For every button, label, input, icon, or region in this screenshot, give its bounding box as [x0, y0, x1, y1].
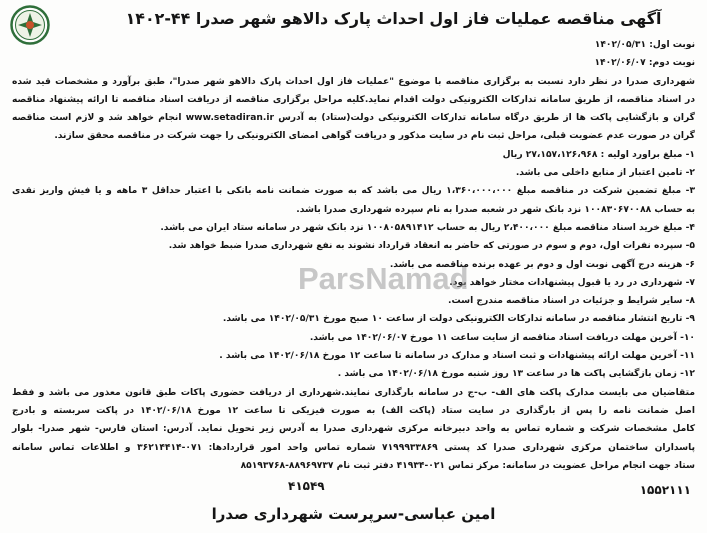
intro-line: شهرداری صدرا در نظر دارد نسبت به برگزاری مناقصه با موضوع "عملیات فاز اول احداث پارک دالاهو شهر صدرا"، طبق برآورد و مشخصات قید شده	[12, 76, 695, 87]
publication-date: ۱۴۰۲/۰۶/۰۷	[594, 58, 646, 69]
submission-notice-line: پاسداران ساختمان مرکزی شهرداری صدرا کد پستی ۷۱۹۹۹۳۳۸۶۹ شماره تماس واحد امور قراردادها: ۰۷۱-۳۶۲۱۴۴۱۴ و اطلاعات تماس سامانه	[12, 442, 696, 453]
watermark: ParsNamad	[298, 261, 469, 296]
title-area	[120, 5, 667, 33]
condition-item: ۶- هزینه درج آگهی نوبت اول و دوم بر عهده برنده مناقصه می باشد.	[389, 259, 695, 270]
signature: امین عباسی-سرپرست شهرداری صدرا	[211, 505, 496, 523]
condition-item: ۱۲- زمان بازگشایی پاکت ها در ساعت ۱۳ روز شنبه مورخ ۱۴۰۲/۰۶/۱۸ می باشد .	[337, 369, 695, 380]
publication-second-line	[12, 54, 695, 72]
reference-code: ۴۱۵۴۹	[288, 479, 325, 493]
condition-item-continued: به حساب ۱۰۰۸۳۰۶۷۰۰۸۸ نزد بانک شهر در شعبه صدرا به نام سپرده شهرداری صدرا باشد.	[296, 204, 695, 215]
publication-first-line	[12, 36, 695, 54]
notice-body	[12, 36, 695, 475]
publication-label: نوبت دوم:	[648, 58, 695, 69]
condition-item: ۵- سپرده نفرات اول، دوم و سوم در صورتی که حاضر به انعقاد قرارداد نشوند به نفع شهرداری صدرا ضبط خواهد شد.	[168, 241, 695, 252]
condition-item: ۴- مبلغ خرید اسناد مناقصه مبلغ ۲،۴۰۰،۰۰۰ ریال به حساب ۱۰۰۸۰۵۸۹۱۴۱۲ نزد بانک شهر در سامانه ستاد ایران می باشد.	[160, 222, 695, 233]
submission-notice-line: کامل مشخصات شرکت و شماره تماس به واحد دبیرخانه مرکزی شهرداری صدرا به آدرس زیر تحویل نماید. آدرس: استان فارس- شهر صدرا- بلوار	[12, 424, 695, 435]
condition-item: ۲- تامین اعتبار از منابع داخلی می باشد.	[515, 168, 695, 179]
intro-line: در اسناد مناقصه، از طریق سامانه تدارکات الکترونیکی دولت اقدام نماید.کلیه مراحل برگزاری مناقصه از دریافت اسناد مناقصه تا ارائه پیشنهاد مناقصه	[12, 94, 695, 105]
submission-notice-line: اصل ضمانت نامه را پس از بارگذاری در سایت ستاد (پاکت الف) به صورت فیزیکی تا ساعت ۱۲ مورخ ۱۴۰۲/۰۶/۱۸ در پاکت سربسته و بادرج	[12, 405, 696, 416]
ad-code: ۱۵۵۲۱۱۱	[639, 483, 691, 497]
condition-item: ۱۰- آخرین مهلت دریافت اسناد مناقصه از سایت ساعت ۱۱ مورخ ۱۴۰۲/۰۶/۰۷ می باشد.	[309, 332, 695, 343]
condition-item: ۸- سایر شرایط و جزئیات در اسناد مناقصه مندرج است.	[448, 296, 695, 307]
condition-item: ۱۱- آخرین مهلت ارائه پیشنهادات و ثبت اسناد و مدارک در سامانه تا ساعت ۱۲ مورخ ۱۴۰۲/۰۶/۱۸ می باشد .	[219, 351, 695, 362]
submission-notice-line: متقاضیان می بایست مدارک پاکت های الف- ب-ج در سامانه بارگذاری نمایند.شهرداری از دریافت حضوری پاکات طبق قانون معذور می باشد و فقط	[12, 387, 695, 398]
submission-notice-line: ستاد جهت انجام مراحل عضویت در سامانه: مرکز تماس ۰۲۱-۴۱۹۳۴ دفتر ثبت نام ۸۸۹۶۹۷۳۷-۸۵۱۹۳۷۶۸	[240, 460, 695, 471]
condition-item: ۳- مبلغ تضمین شرکت در مناقصه مبلغ ۱،۳۶۰،۰۰۰،۰۰۰ ریال می باشد که به صورت ضمانت نامه بانکی با اعتبار حداقل ۳ ماهه و یا فیش واریز نقدی	[12, 186, 696, 197]
intro-line: گران در صورت عدم عضویت قبلی، مراحل ثبت نام در سایت مذکور و دریافت گواهی امضای الکترونیکی را جهت شرکت در مناقصه محقق سازند.	[54, 131, 695, 142]
publication-label: نوبت اول:	[649, 40, 695, 50]
condition-item: ۱- مبلغ براورد اولیه : ۲۷،۱۵۷،۱۲۶،۹۶۸ ریال	[502, 149, 695, 160]
notice-title: آگهی مناقصه عملیات فاز اول احداث پارک دالاهو شهر صدرا ۴۴-۱۴۰۲	[125, 9, 662, 28]
condition-item: ۹- تاریخ انتشار مناقصه در سامانه تدارکات الکترونیکی دولت از ساعت ۱۰ صبح مورخ ۱۴۰۲/۰۵/۳۱ می باشد.	[222, 314, 695, 325]
intro-line: گران و بازگشایی پاکت ها از طریق درگاه سامانه تدارکات الکترونیکی دولت(ستاد) به آدرس www.setadiran.ir انجام خواهد شد و لازم است مناقصه	[12, 113, 695, 124]
publication-date: ۱۴۰۲/۰۵/۳۱	[594, 40, 647, 50]
condition-item: ۷- شهرداری در رد یا قبول پیشنهادات مختار خواهد بود.	[449, 277, 695, 288]
